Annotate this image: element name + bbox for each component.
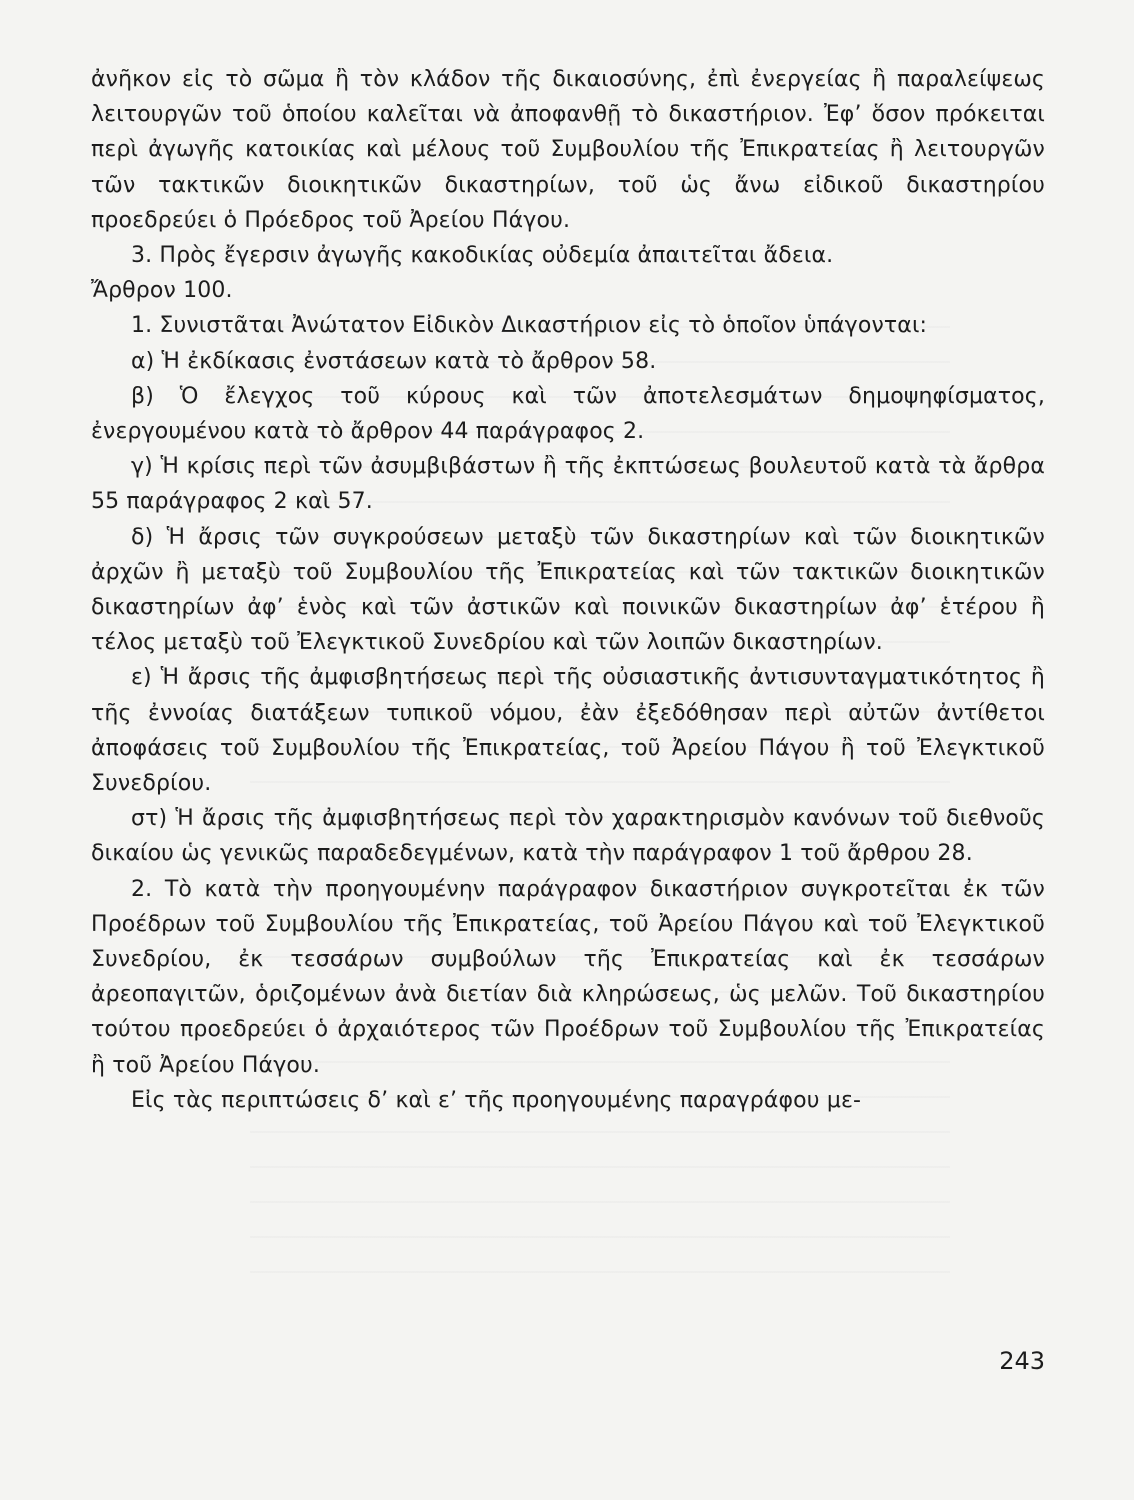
item-b: β) Ὁ ἔλεγχος τοῦ κύρους καὶ τῶν ἀποτελεσμάτων δημοψηφίσματος, ἐνεργουμένου κατὰ τὸ ἄρθρον 44 παράγραφος 2.	[91, 383, 1045, 445]
item-d: δ) Ἡ ἄρσις τῶν συγκρούσεων μεταξὺ τῶν δικαστηρίων καὶ τῶν διοικητικῶν ἀρχῶν ἢ μεταξὺ τοῦ Συμβουλίου τῆς Ἐπικρατείας καὶ τῶν τακτικῶν διοικητικῶν δικαστηρίων ἀφ’ ἑνὸς καὶ τῶν ἀστικῶν καὶ ποινικῶν δικαστηρίων ἀφ’ ἑτέρου ἢ τέλος μεταξὺ τοῦ Ἐλεγκτικοῦ Συνεδρίου καὶ τῶν λοιπῶν δικαστηρίων.	[91, 524, 1045, 656]
paragraph-continuation: ἀνῆκον εἰς τὸ σῶμα ἢ τὸν κλάδον τῆς δικαιοσύνης, ἐπὶ ἐνεργείας ἢ παραλείψεως λειτουργῶν τοῦ ὁποίου καλεῖται νὰ ἀποφανθῇ τὸ δικαστήριον. Ἐφ’ ὅσον πρόκειται περὶ ἀγωγῆς κατοικίας καὶ μέλους τοῦ Συμβουλίου τῆς Ἐπικρατείας ἢ λειτουργῶν τῶν τακτικῶν διοικητικῶν δικαστηρίων, τοῦ ὡς ἄνω εἰδικοῦ δικαστηρίου προεδρεύει ὁ Πρόεδρος τοῦ Ἀρείου Πάγου.	[91, 67, 1045, 233]
item-c: γ) Ἡ κρίσις περὶ τῶν ἀσυμβιβάστων ἢ τῆς ἐκπτώσεως βουλευτοῦ κατὰ τὰ ἄρθρα 55 παράγραφος 2 καὶ 57.	[91, 454, 1045, 515]
item-a: α) Ἡ ἐκδίκασις ἐνστάσεων κατὰ τὸ ἄρθρον 58.	[131, 348, 657, 374]
paragraph-2: 2. Τὸ κατὰ τὴν προηγουμένην παράγραφον δικαστήριον συγκροτεῖται ἐκ τῶν Προέδρων τοῦ Συμβουλίου τῆς Ἐπικρατείας, τοῦ Ἀρείου Πάγου καὶ τοῦ Ἐλεγκτικοῦ Συνεδρίου, ἐκ τεσσάρων συμβούλων τῆς Ἐπικρατείας καὶ ἐκ τεσσάρων ἀρεοπαγιτῶν, ὁριζομένων ἀνὰ διετίαν διὰ κληρώσεως, ὡς μελῶν. Τοῦ δικαστηρίου τούτου προεδρεύει ὁ ἀρχαιότερος τῶν Προέδρων τοῦ Συμβουλίου τῆς Ἐπικρατείας ἢ τοῦ Ἀρείου Πάγου.	[91, 876, 1045, 1078]
paragraph-final-fragment: Εἰς τὰς περιπτώσεις δ’ καὶ ε’ τῆς προηγουμένης παραγράφου με-	[131, 1087, 862, 1113]
document-body	[91, 62, 1045, 1118]
item-e: ε) Ἡ ἄρσις τῆς ἀμφισβητήσεως περὶ τῆς οὐσιαστικῆς ἀντισυνταγματικότητος ἢ τῆς ἐννοίας διατάξεων τυπικοῦ νόμου, ἐὰν ἐξεδόθησαν περὶ αὐτῶν ἀντίθετοι ἀποφάσεις τοῦ Συμβουλίου τῆς Ἐπικρατείας, τοῦ Ἀρείου Πάγου ἢ τοῦ Ἐλεγκτικοῦ Συνεδρίου.	[91, 665, 1045, 797]
paragraph-1: 1. Συνιστᾶται Ἀνώτατον Εἰδικὸν Δικαστήριον εἰς τὸ ὁποῖον ὑπάγονται:	[131, 313, 928, 339]
item-f: στ) Ἡ ἄρσις τῆς ἀμφισβητήσεως περὶ τὸν χαρακτηρισμὸν κανόνων τοῦ διεθνοῦς δικαίου ὡς γενικῶς παραδεδεγμένων, κατὰ τὴν παράγραφον 1 τοῦ ἄρθρου 28.	[91, 806, 1045, 867]
article-heading: Ἄρθρον 100.	[91, 278, 233, 304]
paragraph-3: 3. Πρὸς ἔγερσιν ἀγωγῆς κακοδικίας οὐδεμία ἀπαιτεῖται ἄδεια.	[131, 243, 834, 269]
page-number: 243	[999, 1347, 1045, 1375]
